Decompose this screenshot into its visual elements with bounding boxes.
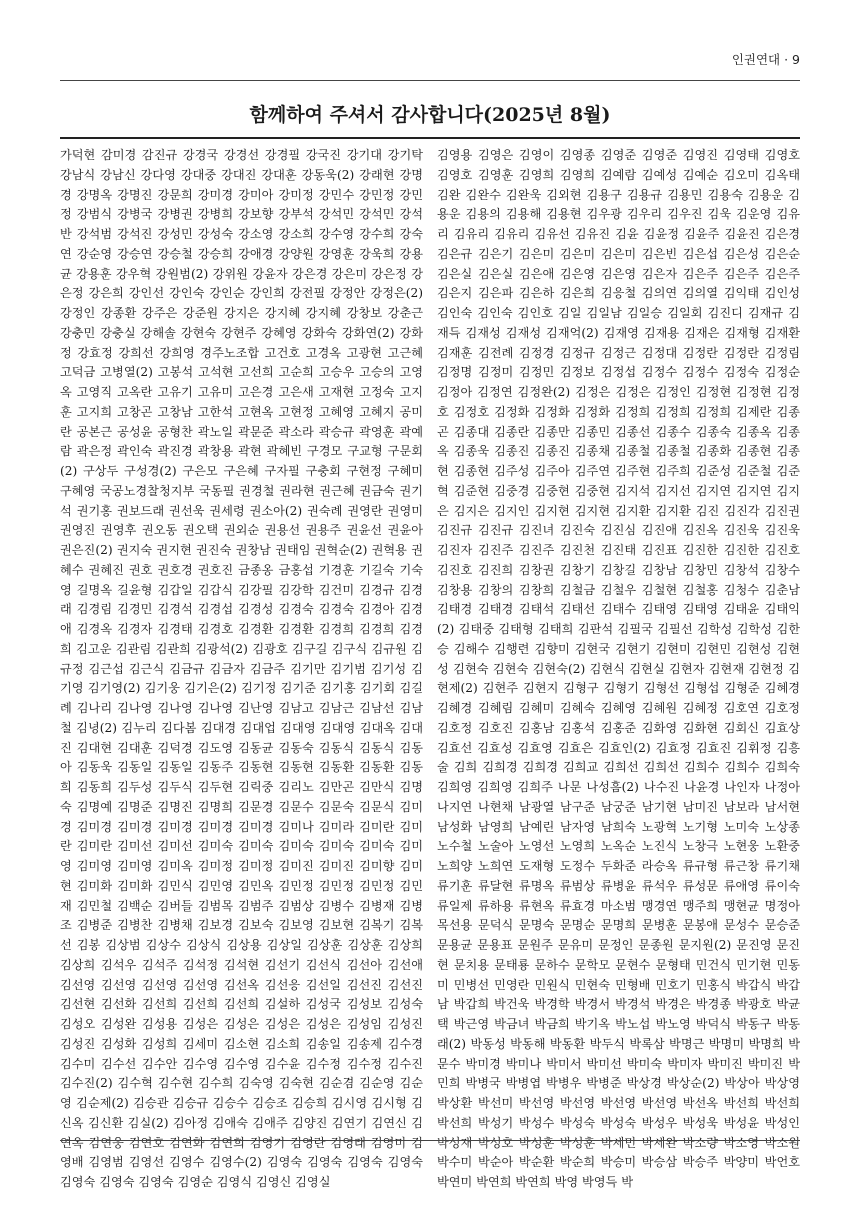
bottom-divider [60, 1140, 800, 1141]
donor-list [60, 146, 800, 1189]
page-title: 함께하여 주셔서 감사합니다(2025년 8월) [249, 104, 611, 126]
donor-column-right [437, 146, 800, 1189]
donor-names-right: 김영용 김영은 김영이 김영종 김영준 김영준 김영진 김영태 김영호 김영호 김영훈 김영희 김영희 김예람 김예성 김예순 김오미 김옥태 김완 김완수 김완욱 김외현 김용구 김용규 김용민 김용숙 김용운 김용운 김용의 김용해 김용현 김우광 김우리 김우진 김욱 김운영 김유리 김유리 김유리 김유선 김유진 김윤 김윤정 김윤주 김윤진 김은경 김은규 김은기 김은미 김은미 김은미 김은빈 김은섭 김은성 김은순 김은실 김은실 김은애 김은영 김은영 김은자 김은주 김은주 김은주 김은지 김은파 김은하 김은희 김응철 김의연 김의열 김익태 김인성 김인숙 김인숙 김인호 김일 김일남 김일승 김일회 김진디 김재규 김재득 김재성 김재성 김재억(2) 김재영 김재용 김재은 김재형 김재환 김재훈 김전례 김정경 김정규 김정근 김정대 김정란 김정란 김정림 김정명 김정미 김정민 김정보 김정섭 김정수 김정수 김정숙 김정순 김정아 김정연 김정완(2) 김정은 김정은 김정인 김정현 김정현 김정호 김정호 김정화 김정화 김정화 김정희 김정희 김정희 김제란 김종곤 김종대 김종란 김종만 김종민 김종선 김종수 김종숙 김종옥 김종옥 김종욱 김종진 김종진 김종채 김종철 김종철 김종화 김종현 김종현 김종현 김주성 김주아 김주연 김주현 김주희 김준성 김준철 김준혁 김준현 김중경 김중현 김중현 김지석 김지선 김지연 김지연 김지은 김지은 김지인 김지현 김지현 김지환 김지환 김진 김진각 김진권 김진규 김진규 김진녀 김진숙 김진심 김진애 김진옥 김진욱 김진욱 김진자 김진주 김진주 김진천 김진태 김진표 김진한 김진한 김진호 김진호 김진희 김창권 김창기 김창길 김창남 김창민 김창석 김창수 김창용 김창의 김창희 김철금 김철우 김철현 김철홍 김청수 김춘남 김태경 김태경 김태석 김태선 김태수 김태영 김태영 김태윤 김태익(2) 김태중 김태형 김태희 김판석 김필국 김필선 김학성 김학성 김한승 김해수 김행련 김향미 김현국 김현기 김현미 김현민 김현성 김현성 김현숙 김현숙 김현숙(2) 김현식 김현실 김현자 김현재 김현정 김현제(2) 김현주 김현지 김형구 김형기 김형선 김형섭 김형준 김혜경 김혜경 김혜림 김혜미 김혜숙 김혜영 김혜원 김혜정 김호연 김호정 김호정 김호진 김홍남 김홍석 김홍준 김화영 김화현 김회신 김효상 김효선 김효성 김효영 김효은 김효인(2) 김효정 김효진 김휘정 김흥술 김희 김희경 김희경 김희교 김희선 김희선 김희수 김희수 김희숙 김희영 김희영 김희주 나문 나성흠(2) 나수진 나윤경 나인자 나정아 나지연 나현채 남광열 남구준 남궁준 남기현 남미진 남보라 남서현 남성화 남영희 남예린 남자영 남희숙 노광혁 노기형 노미숙 노상종 노수철 노술아 노영선 노영희 노옥순 노진식 노창극 노현웅 노환중 노희양 노희연 도재형 도정수 두화준 라승옥 류규형 류근창 류기채 류기훈 류달현 류명옥 류범상 류병윤 류석우 류성문 류애영 류이숙 류일제 류하용 류현옥 류효경 마소범 맹경연 맹주희 맹현균 명정아 목선용 문덕식 문명숙 문명순 문명희 문병훈 문봉애 문성수 문승준 문용균 문용표 문원주 문유미 문정인 문종원 문지원(2) 문진영 문진현 문치용 문태룡 문하수 문학모 문현수 문형태 민건식 민기현 민동미 민병선 민영란 민원식 민현숙 민형배 민호기 민홍식 박갑식 박갑남 박갑희 박건욱 박경학 박경서 박경석 박경은 박경종 박광호 박균택 박근영 박금녀 박금희 박기옥 박노섭 박노영 박덕식 박동구 박동래(2) 박동성 박동해 박동환 박두식 박록삼 박명근 박명미 박명희 박문수 박미경 박미나 박미서 박미선 박미숙 박미자 박미진 박미진 박민희 박병국 박병엽 박병우 박병준 박상경 박상순(2) 박상아 박상영 박상환 박선미 박선영 박선영 박선영 박선영 박선옥 박선희 박선희 박선희 박성기 박성수 박성숙 박성숙 박성우 박성욱 박성윤 박성인 박성재 박성호 박성훈 박성훈 박세민 박세완 박소량 박소영 박소원 박수미 박순아 박순환 박순희 박승미 박승삼 박승주 박양미 박언호 박연미 박연희 박연희 박영 박영득 박 [437, 148, 800, 1189]
top-divider [60, 80, 800, 81]
donor-names-left: 가덕현 감미경 감진규 강경국 강경선 강경필 강국진 강기대 강기탁 강남식 강남신 강다영 강대중 강대진 강대훈 강동욱(2) 강래현 강명경 강명옥 강명진 강문희 강미경 강미아 강미정 강민수 강민정 강민정 강범식 강병국 강병권 강병희 강보향 강부석 강석민 강석민 강석반 강석범 강석진 강성민 강성숙 강소영 강소희 강수영 강수희 강숙연 강순영 강승연 강승철 강승희 강애경 강양원 강영훈 강욱희 강용균 강용훈 강우혁 강원범(2) 강위원 강윤자 강은경 강은미 강은정 강은정 강은희 강인선 강인숙 강인순 강인희 강전필 강정안 강정은(2) 강정인 강종환 강주은 강준원 강지은 강지혜 강지혜 강창보 강춘근 강충민 강충실 강해솔 강현숙 강현주 강혜영 강화숙 강화연(2) 강화정 강효정 강희선 강희영 경주노조합 고건호 고경옥 고광현 고근혜 고덕금 고병열(2) 고봉석 고석현 고선희 고순희 고승우 고승의 고영옥 고영직 고옥란 고유기 고유미 고은경 고은새 고재현 고정숙 고지훈 고지희 고창곤 고창남 고한석 고현옥 고현정 고혜영 고혜지 공미란 공본근 공성윤 공형찬 곽노일 곽문준 곽소라 곽승규 곽영훈 곽예람 곽은정 곽인숙 곽진경 곽창용 곽현 곽혜빈 구경모 구교형 구문회(2) 구상두 구성경(2) 구은모 구은혜 구자필 구충회 구현정 구혜미 구혜영 국공노경찰청지부 국동필 권경철 권라현 권근혜 권금숙 권기석 권기홍 권보드래 권선욱 권세령 권소아(2) 권숙례 권영란 권영미 권영진 권영후 권오동 권오택 권외순 권용선 권용주 권윤선 권윤아 권은진(2) 권지숙 권지현 권진숙 권창남 권태임 권혁순(2) 권혁용 권혜수 권혜진 권호 권호경 권호진 금종옹 금홍섭 기경훈 기길숙 기숙영 길명옥 길윤형 김갑일 김갑식 김강필 김강학 김건미 김경규 김경래 김경림 김경민 김경석 김경섭 김경성 김경숙 김경숙 김경아 김경애 김경옥 김경자 김경태 김경호 김경환 김경환 김경희 김경희 김경희 김고운 김관림 김관희 김광석(2) 김광호 김구길 김구식 김규원 김규정 김근섭 김근식 김금규 김금자 김금주 김기만 김기범 김기성 김기영 김기영(2) 김기웅 김기은(2) 김기정 김기준 김기홍 김기회 김길례 김나리 김나영 김나영 김나영 김난영 김남고 김남근 김남선 김남철 김녕(2) 김누리 김다봄 김대경 김대업 김대영 김대영 김대옥 김대진 김대현 김대훈 김덕경 김도영 김동균 김동숙 김동식 김동식 김동아 김동욱 김동일 김동일 김동주 김동현 김동현 김동환 김동환 김동희 김동희 김두성 김두식 김두현 김릭중 김리노 김만곤 김만식 김명숙 김명예 김명준 김명진 김명희 김문경 김문수 김문숙 김문식 김미경 김미경 김미경 김미경 김미경 김미경 김미나 김미라 김미란 김미란 김미란 김미선 김미선 김미숙 김미숙 김미숙 김미숙 김미숙 김미영 김미영 김미영 김미옥 김미정 김미정 김미진 김미진 김미향 김미현 김미화 김미화 김민식 김민영 김민옥 김민정 김민정 김민정 김민재 김민철 김백순 김버들 김범목 김범주 김범상 김병수 김병재 김병조 김병준 김병찬 김병채 김보경 김보숙 김보영 김보현 김복기 김복선 김봉 김상범 김상수 김상식 김상용 김상일 김상훈 김상훈 김상희 김상희 김석우 김석주 김석정 김석현 김선기 김선식 김선아 김선애 김선영 김선영 김선영 김선영 김선옥 김선응 김선일 김선진 김선진 김선현 김선화 김선희 김선희 김선희 김설하 김성국 김성보 김성숙 김성오 김성완 김성용 김성은 김성은 김성은 김성은 김성임 김성진 김성진 김성화 김성희 김세미 김소현 김소희 김송일 김송제 김수경 김수미 김수선 김수안 김수영 김수영 김수윤 김수정 김수정 김수진 김수진(2) 김수혁 김수현 김수희 김숙영 김숙현 김순겸 김순영 김순영 김순제(2) 김승관 김승규 김승수 김승조 김승희 김시영 김시형 김신옥 김신환 김실(2) 김아정 김애숙 김애주 김양진 김연기 김연신 김연옥 김연웅 김연호 김연화 김연희 김영기 김영란 김영래 김영미 김영배 김영범 김영선 김영수 김영수(2) 김영숙 김영숙 김영숙 김영숙 김영숙 김영숙 김영숙 김영순 김영식 김영신 김영실 [60, 148, 423, 1189]
title-divider [60, 137, 800, 139]
page-header: 인권연대 · 9 [731, 52, 800, 67]
donor-column-left [60, 146, 423, 1189]
